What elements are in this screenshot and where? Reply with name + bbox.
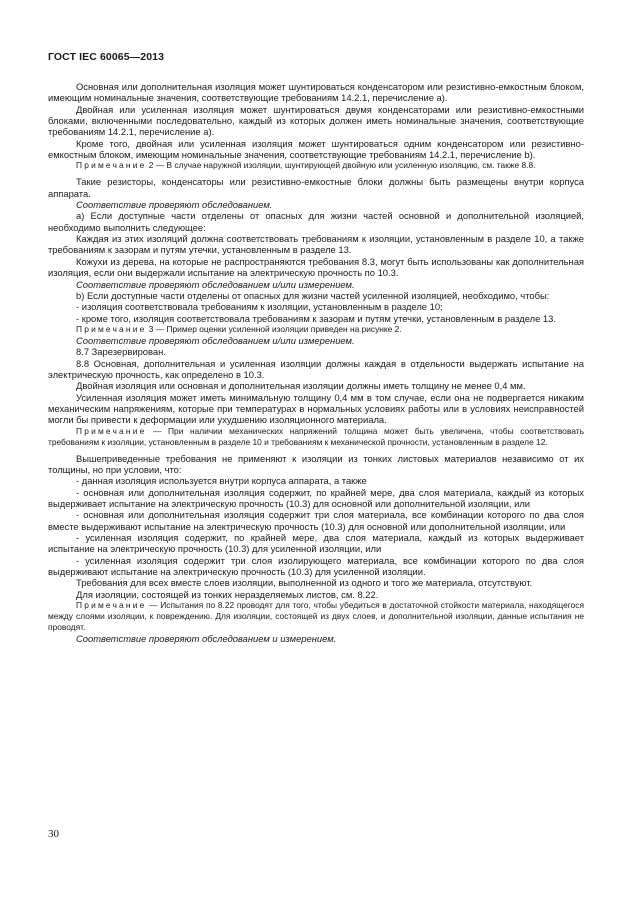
- list-item: - кроме того, изоляция соответствовала требованиям к зазорам и путям утечки, установленным в разделе 13.: [76, 312, 556, 324]
- note-label: Примечание: [76, 323, 147, 334]
- section-heading: 8.7 Зарезервирован.: [76, 346, 166, 358]
- paragraph: Двойная или усиленная изоляция может шунтироваться двумя конденсаторами или резистивно-емкостными блоками, включенными последовательно, каждый из которых должен иметь номинальные значения, соответствующие требованиям 14.2.1, перечисление а).: [48, 103, 584, 138]
- note: [48, 426, 584, 448]
- paragraph-compliance: Соответствие проверяют обследованием и/или измерением.: [76, 334, 355, 346]
- paragraph: Основная или дополнительная изоляция может шунтироваться конденсатором или резистивно-емкостным блоком, имеющим номинальные значения, соответствующие требованиям 14.2.1, перечисление а).: [48, 81, 584, 104]
- paragraph: Усиленная изоляция может иметь минимальную толщину 0,4 мм в том случае, если она не подвергается никаким механическим напряжениям, которые при температурах в нормальных условиях работы или в условиях неисправностей могли бы привести к деформации или ухудшению изоляционного материала.: [48, 391, 584, 426]
- note-label: Примечание: [76, 160, 147, 171]
- paragraph: Каждая из этих изоляций должна соответствовать требованиям к изоляции, установленным в разделе 10, а также требованиям к зазорам и путям утечки, установленным в разделе 13.: [48, 233, 584, 256]
- note-text: — Испытания по 8.22 проводят для того, чтобы убедиться в достаточной стойкости материала, находящегося между слоями изоляции, к повреждению. Для изоляции, состоящей из двух слоев, и дополнительной изоляции, данные испытания не проводят.: [48, 600, 584, 633]
- note-text: 2 — В случае наружной изоляции, шунтирующей двойную или усиленную изоляцию, см. также 8.8.: [146, 160, 536, 171]
- paragraph: b) Если доступные части отделены от опасных для жизни частей усиленной изоляцией, необходимо, чтобы:: [76, 289, 550, 301]
- note-text: — При наличии механических напряжений толщина может быть увеличена, чтобы соответствовать требованиям к изоляции, установленным в разделе 10 и требованиям к механической прочности, установленным в разделе 12.: [48, 425, 584, 447]
- paragraph: Двойная изоляция или основная и дополнительная изоляции должны иметь толщину не менее 0,4 мм.: [76, 380, 526, 392]
- paragraph: Такие резисторы, конденсаторы или резистивно-емкостные блоки должны быть размещены внутри корпуса аппарата.: [48, 176, 584, 199]
- list-item: - изоляция соответствовала требованиям к изоляции, установленным в разделе 10;: [76, 301, 443, 313]
- list-item: - основная или дополнительная изоляция содержит, по крайней мере, два слоя материала, каждый из которых выдерживает испытание на электрическую прочность (10.3) для основной или дополнительной изоляции, или: [48, 486, 584, 509]
- paragraph: 8.8 Основная, дополнительная и усиленная изоляции должны каждая в отдельности выдержать испытание на электрическую прочность, как определено в 10.3.: [48, 357, 584, 380]
- list-item: - основная или дополнительная изоляция содержит три слоя материала, все комбинации которого по два слоя вместе выдерживают испытание на электрическую прочность (10.3) для основной или дополнительной изоляции, или: [48, 509, 584, 532]
- note: [48, 324, 584, 335]
- paragraph: Кожухи из дерева, на которые не распространяются требования 8.3, могут быть использованы как дополнительная изоляция, если они выдержали испытание на электрическую прочность по 10.3.: [48, 255, 584, 279]
- paragraph: а) Если доступные части отделены от опасных для жизни частей основной и дополнительной изоляцией, необходимо выполнить следующее:: [48, 210, 584, 233]
- note-label: Примечание: [76, 425, 147, 436]
- paragraph-compliance: Соответствие проверяют обследованием и измерением.: [76, 633, 337, 645]
- note-label: Примечание: [76, 600, 147, 611]
- document-header: ГОСТ IEC 60065—2013: [48, 51, 165, 63]
- list-item: - данная изоляция используется внутри корпуса аппарата, а также: [76, 475, 367, 487]
- paragraph: Требования для всех вместе слоев изоляции, выполненной из одного и того же материала, отсутствуют.: [76, 577, 533, 589]
- list-item: - усиленная изоляция содержит, по крайней мере, два слоя материала, каждый из которых выдерживает испытание на электрическую прочность (10.3) для усиленной изоляции, или: [48, 532, 584, 555]
- list-item: - усиленная изоляция содержит три слоя изолирующего материала, все комбинации которого по два слоя выдерживают испытание на электрическую прочность (10.3) для усиленной изоляции.: [48, 554, 584, 578]
- paragraph-compliance: Соответствие проверяют обследованием.: [76, 199, 273, 211]
- page-number: 30: [48, 828, 59, 840]
- note: [48, 160, 584, 171]
- page-body: [48, 81, 584, 644]
- note-text: 3 — Пример оценки усиленной изоляции приведен на рисунке 2.: [146, 323, 402, 334]
- note: [48, 600, 584, 633]
- paragraph-compliance: Соответствие проверяют обследованием и/или измерением.: [76, 278, 355, 290]
- paragraph: Кроме того, двойная или усиленная изоляция может шунтироваться одним конденсатором или резистивно-емкостным блоком, имеющим номинальные значения, соответствующие требованиям 14.2.1, перечисление b).: [48, 137, 584, 161]
- paragraph: Для изоляции, состоящей из тонких неразделяемых листов, см. 8.22.: [76, 588, 379, 600]
- paragraph: Вышеприведенные требования не применяют к изоляции из тонких листовых материалов независимо от их толщины, но при условии, что:: [48, 452, 584, 475]
